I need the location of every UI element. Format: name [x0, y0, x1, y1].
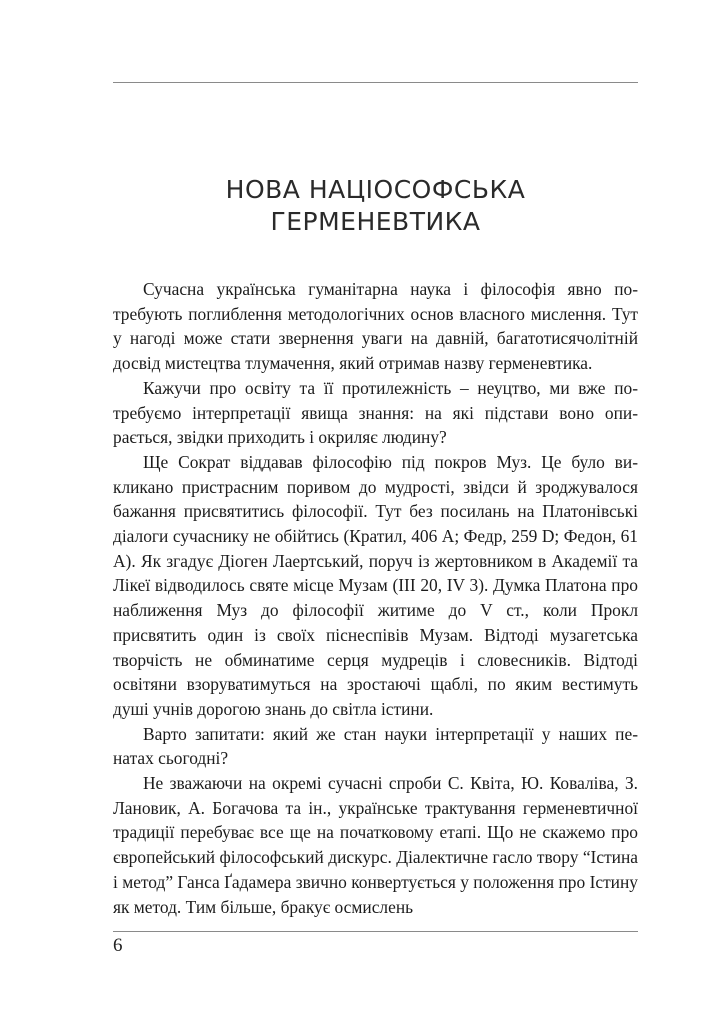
- header-rule: [113, 82, 638, 83]
- chapter-title: [113, 174, 638, 238]
- paragraph: Ще Сократ віддавав філософію під покров Муз. Це було викликано пристрасним поривом до мудрості, звідси й зроджувалося бажання присвятитись філософії. Тут без посилань на Платонівські діалоги сучаснику не обійтись (Кратил, 406 A; Федр, 259 D; Федон, 61 A). Як згадує Діоген Лаертський, поруч із жертовником в Академії та Лікеї відводилось святе місце Музам (III 20, IV 3). Думка Платона про наближення Муз до філософії житиме до V ст., коли Прокл присвятить один із своїх піснеспівів Музам. Відтоді музагетська творчість не обминатиме серця мудреців і словесників. Відтоді освітяни взоруватимуться на зростаючі щаблі, по яким вестимуть душі учнів дорогою знань до світла істини.: [113, 451, 638, 719]
- footer-rule: [113, 931, 638, 932]
- paragraph: Не зважаючи на окремі сучасні спроби С. Квіта, Ю. Коваліва, З. Лановик, А. Богачова та ін., українське трактування герменевтичної традиції перебуває все ще на початковому етапі. Що не скажемо про європейський філософський дискурс. Діалектичне гасло твору “Істина і метод” Ганса Ґадамера звично конвертується у положення про Істину як метод. Тим більше, бракує осмислень: [113, 773, 638, 917]
- chapter-title-line-2: ГЕРМЕНЕВТИКА: [270, 207, 481, 236]
- paragraph: Кажучи про освіту та її протилежність – неуцтво, ми вже потребуємо інтерпретації явища знання: на які підстави воно опирається, звідки приходить і окриляє людину?: [113, 377, 638, 448]
- paragraph: Сучасна українська гуманітарна наука і філософія явно потребують поглиблення методологічних основ власного мислення. Тут у нагоді може стати звернення уваги на давній, багатотисячолітній досвід мистецтва тлумачення, який отримав назву герменевтика.: [113, 279, 638, 374]
- page-number: 6: [113, 935, 123, 956]
- chapter-title-line-1: НОВА НАЦІОСОФСЬКА: [225, 175, 526, 204]
- body-text: [113, 277, 638, 919]
- paragraph: Варто запитати: який же стан науки інтерпретації у наших пенатах сьогодні?: [113, 723, 638, 769]
